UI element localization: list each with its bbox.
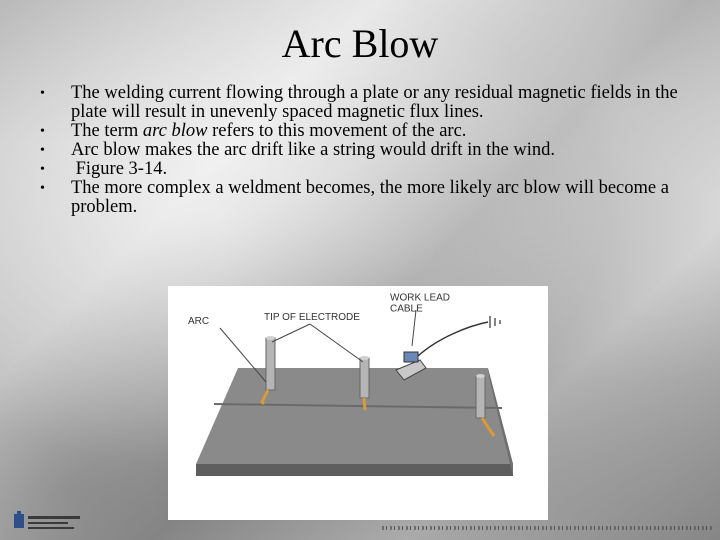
footer-strip [382, 526, 712, 530]
bullet-item: • Figure 3-14. [40, 160, 690, 179]
electrode-right [476, 376, 485, 418]
bullet-item: • The more complex a weldment becomes, the more likely arc blow will become a problem. [40, 179, 690, 217]
electrode-left-top [266, 336, 275, 340]
electrode-right-top [476, 374, 485, 378]
arc-middle [364, 398, 365, 410]
cable-label: CABLE [390, 303, 423, 315]
bullet-text-prefix: The term [71, 121, 143, 141]
plate-front-edge [196, 464, 513, 476]
electrode-middle-top [360, 356, 369, 360]
bullet-item: • Arc blow makes the arc drift like a string would drift in the wind. [40, 141, 690, 160]
bullet-list [40, 84, 690, 217]
cable-leader-line [412, 310, 416, 346]
bullet-item [40, 122, 690, 141]
plate-top [196, 368, 513, 464]
bullet-emphasis: arc blow [142, 121, 208, 141]
work-lead-cable [418, 322, 488, 356]
work-lead-label: WORK LEAD [390, 292, 451, 304]
arc-blow-illustration [168, 286, 548, 520]
institution-logo-icon [12, 508, 82, 534]
tip-of-electrode-label: TIP OF ELECTRODE [264, 312, 360, 323]
slide-title: Arc Blow [281, 21, 439, 66]
work-clamp-jaw [404, 352, 418, 362]
arc-label: ARC [188, 316, 210, 327]
tip-leader-line-2 [310, 324, 363, 362]
arc-blow-figure [168, 286, 548, 520]
electrode-left [266, 338, 275, 390]
electrode-middle [360, 358, 369, 398]
tip-leader-line-1 [272, 324, 310, 342]
bullet-item: • The welding current flowing through a plate or any residual magnetic fields in the plate will result in unevenly spaced magnetic flux lines. [40, 84, 690, 122]
bullet-text-suffix: refers to this movement of the arc. [207, 121, 467, 141]
ground-symbol-icon [490, 316, 500, 328]
